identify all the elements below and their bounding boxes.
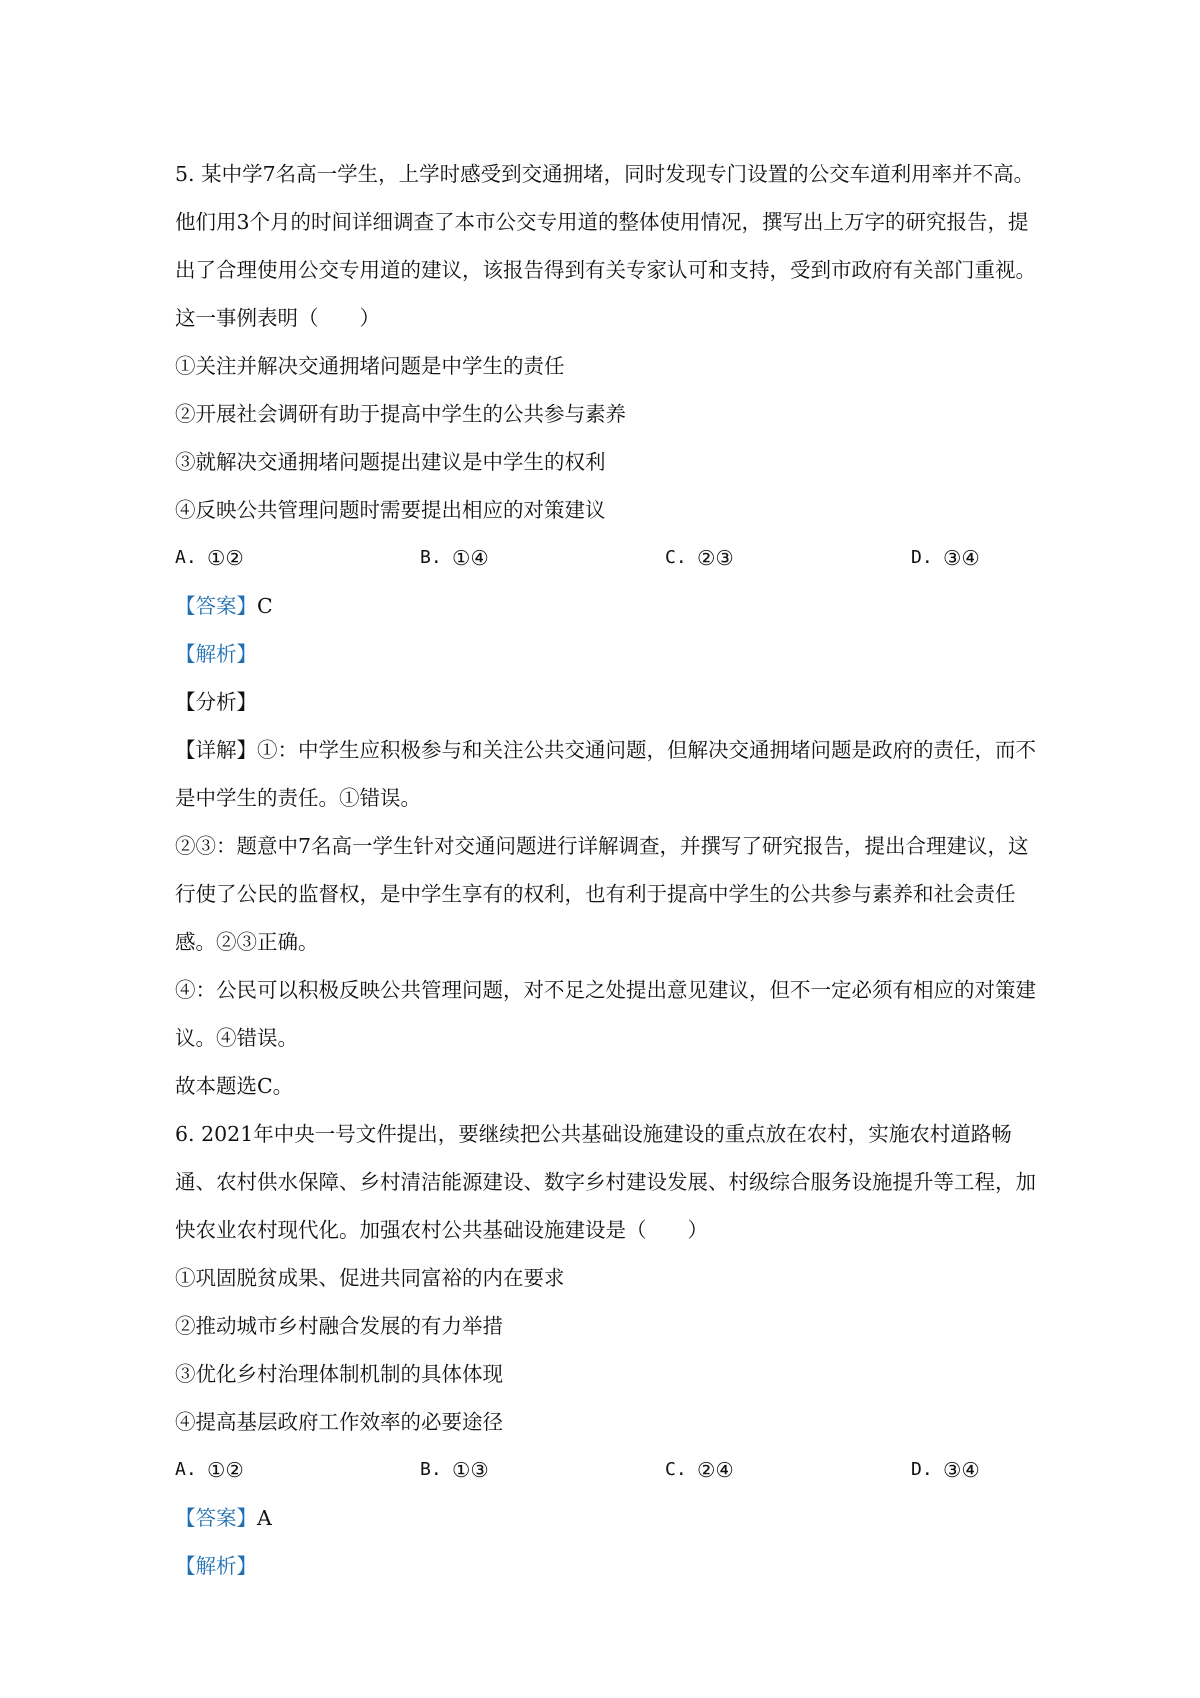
q6-option-a <box>175 1446 420 1494</box>
q6-stem: 6. 2021年中央一号文件提出，要继续把公共基础设施建设的重点放在农村，实施农村道路畅通、农村供水保障、乡村清洁能源建设、数字乡村建设发展、村级综合服务设施提升等工程，加快农业农村现代化。加强农村公共基础设施建设是（ ） <box>175 1122 1036 1242</box>
q5-option-c-text: ②③ <box>697 546 734 570</box>
q6-option-d-text: ③④ <box>943 1458 980 1482</box>
q5-fenxi-tag: 【分析】 <box>175 690 257 714</box>
q6-option-c-letter: C. <box>665 1459 687 1480</box>
q6-answer-line <box>175 1494 1045 1542</box>
q6-option-c-text: ②④ <box>697 1458 734 1482</box>
q5-answer-tag: 【答案】 <box>175 594 257 618</box>
q5-item-4: ④反映公共管理问题时需要提出相应的对策建议 <box>175 498 606 522</box>
q6-option-d-letter: D. <box>911 1459 933 1480</box>
q5-option-a <box>175 534 420 582</box>
q5-conclusion: 故本题选C。 <box>175 1074 294 1098</box>
q5-option-d <box>911 534 980 582</box>
q6-analysis-tag: 【解析】 <box>175 1554 257 1578</box>
q5-detail-tag: 【详解】 <box>175 738 257 762</box>
q5-detail-1 <box>175 726 1045 822</box>
q5-option-c-letter: C. <box>665 547 687 568</box>
q6-item-3: ③优化乡村治理体制机制的具体体现 <box>175 1362 503 1386</box>
q5-analysis-tag: 【解析】 <box>175 642 257 666</box>
q5-options <box>175 534 1045 582</box>
q6-item-1: ①巩固脱贫成果、促进共同富裕的内在要求 <box>175 1266 565 1290</box>
q5-option-d-letter: D. <box>911 547 933 568</box>
q5-item-2: ②开展社会调研有助于提高中学生的公共参与素养 <box>175 402 626 426</box>
document-content <box>175 150 1045 1590</box>
q5-answer: C <box>257 594 273 618</box>
q6-options <box>175 1446 1045 1494</box>
q5-option-a-text: ①② <box>207 546 244 570</box>
q5-detail-3: ④：公民可以积极反映公共管理问题，对不足之处提出意见建议，但不一定必须有相应的对策建议。④错误。 <box>175 978 1036 1050</box>
q6-answer-tag: 【答案】 <box>175 1506 257 1530</box>
q5-stem: 5. 某中学7名高一学生，上学时感受到交通拥堵，同时发现专门设置的公交车道利用率并不高。他们用3个月的时间详细调查了本市公交专用道的整体使用情况，撰写出上万字的研究报告，提出了合理使用公交专用道的建议，该报告得到有关专家认可和支持，受到市政府有关部门重视。这一事例表明（ ） <box>175 162 1036 330</box>
q6-option-d <box>911 1446 980 1494</box>
q5-option-b-letter: B. <box>420 547 442 568</box>
q5-option-c <box>665 534 911 582</box>
q5-option-d-text: ③④ <box>943 546 980 570</box>
q5-item-1: ①关注并解决交通拥堵问题是中学生的责任 <box>175 354 565 378</box>
q6-item-2: ②推动城市乡村融合发展的有力举措 <box>175 1314 503 1338</box>
q6-option-b-letter: B. <box>420 1459 442 1480</box>
q5-detail-1-text: ①：中学生应积极参与和关注公共交通问题，但解决交通拥堵问题是政府的责任，而不是中学生的责任。①错误。 <box>175 738 1036 810</box>
q6-item-4: ④提高基层政府工作效率的必要途径 <box>175 1410 503 1434</box>
q5-answer-line <box>175 582 1045 630</box>
q5-option-a-letter: A. <box>175 547 197 568</box>
q6-option-a-text: ①② <box>207 1458 244 1482</box>
q5-option-b-text: ①④ <box>452 546 489 570</box>
q6-answer: A <box>257 1506 272 1530</box>
q6-option-b-text: ①③ <box>452 1458 489 1482</box>
q6-option-a-letter: A. <box>175 1459 197 1480</box>
q5-option-b <box>420 534 665 582</box>
q6-option-b <box>420 1446 665 1494</box>
q6-option-c <box>665 1446 911 1494</box>
q5-item-3: ③就解决交通拥堵问题提出建议是中学生的权利 <box>175 450 606 474</box>
q5-detail-2: ②③：题意中7名高一学生针对交通问题进行详解调查，并撰写了研究报告，提出合理建议，这行使了公民的监督权，是中学生享有的权利，也有利于提高中学生的公共参与素养和社会责任感。②③正确。 <box>175 834 1029 954</box>
